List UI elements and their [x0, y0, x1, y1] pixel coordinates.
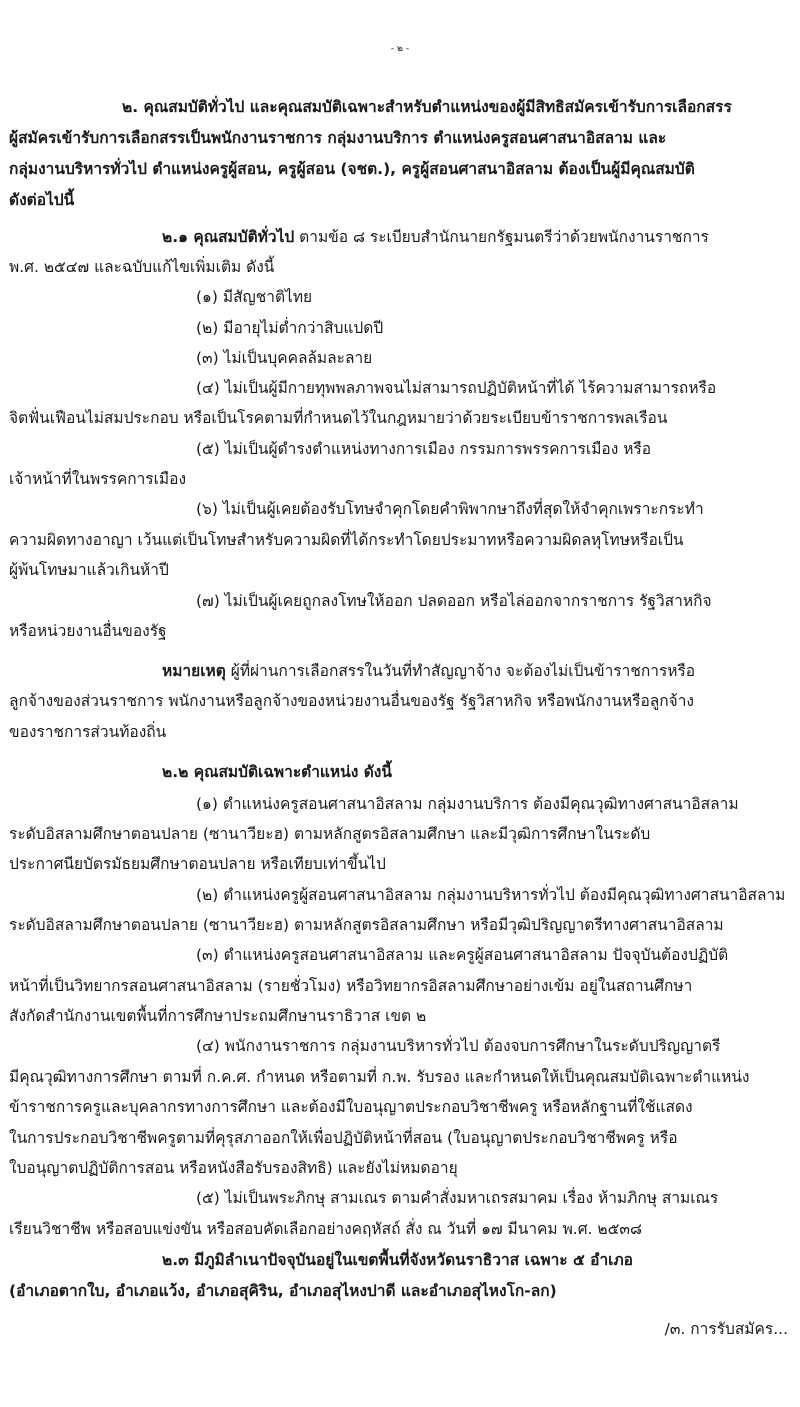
specific-1-line-1: (๑) ตำแหน่งครูสอนศาสนาอิสลาม กลุ่มงานบริการ ต้องมีคุณวุฒิทางศาสนาอิสลาม [196, 795, 739, 813]
note-line-1 [162, 660, 695, 682]
qualification-3: (๓) ไม่เป็นบุคคลล้มละลาย [196, 349, 373, 367]
qualification-1: (๑) มีสัญชาติไทย [196, 288, 313, 306]
specific-4-line-4: ในการประกอบวิชาชีพครูตามที่คุรุสภาออกให้เพื่อปฏิบัติหน้าที่สอน (ใบอนุญาตประกอบวิชาชีพครู หรือ [9, 1129, 678, 1147]
qualification-7-line-1: (๗) ไม่เป็นผู้เคยถูกลงโทษให้ออก ปลดออก หรือไล่ออกจากราชการ รัฐวิสาหกิจ [196, 592, 712, 610]
page-number: - ๒ - [390, 44, 410, 54]
section-2-2-heading: ๒.๒ คุณสมบัติเฉพาะตำแหน่ง ดังนี้ [162, 763, 392, 781]
specific-5-line-2: เรียนวิชาชีพ หรือสอบแข่งขัน หรือสอบคัดเลือกอย่างคฤหัสถ์ สั่ง ณ วันที่ ๑๗ มีนาคม พ.ศ. ๒๕๓๘ [9, 1220, 642, 1238]
qualification-4-line-2: จิตฟั่นเฟือนไม่สมประกอบ หรือเป็นโรคตามที่กำหนดไว้ในกฎหมายว่าด้วยระเบียบข้าราชการพลเรือน [9, 409, 668, 427]
note-line-2: ลูกจ้างของส่วนราชการ พนักงานหรือลูกจ้างของหน่วยงานอื่นของรัฐ รัฐวิสาหกิจ หรือพนักงานหรือลูกจ้าง [9, 692, 694, 710]
qualification-6-line-1: (๖) ไม่เป็นผู้เคยต้องรับโทษจำคุกโดยคำพิพากษาถึงที่สุดให้จำคุกเพราะกระทำ [196, 500, 704, 518]
section-2-heading-line-1: ๒. คุณสมบัติทั่วไป และคุณสมบัติเฉพาะสำหรับตำแหน่งของผู้มีสิทธิสมัครเข้ารับการเลือกสรร [122, 98, 732, 116]
section-2-1-line-2: พ.ศ. ๒๕๔๗ และฉบับแก้ไขเพิ่มเติม ดังนี้ [9, 258, 275, 276]
specific-2-line-1: (๒) ตำแหน่งครูผู้สอนศาสนาอิสลาม กลุ่มงานบริหารทั่วไป ต้องมีคุณวุฒิทางศาสนาอิสลาม [196, 886, 786, 904]
qualification-5-line-1: (๕) ไม่เป็นผู้ดำรงตำแหน่งทางการเมือง กรรมการพรรคการเมือง หรือ [196, 440, 652, 458]
section-2-3-line-1: ๒.๓ มีภูมิลำเนาปัจจุบันอยู่ในเขตพื้นที่จังหวัดนราธิวาส เฉพาะ ๕ อำเภอ [162, 1251, 633, 1269]
section-2-heading-line-4: ดังต่อไปนี้ [9, 191, 75, 209]
specific-1-line-3: ประกาศนียบัตรมัธยมศึกษาตอนปลาย หรือเทียบเท่าขึ้นไป [9, 855, 386, 873]
specific-4-line-1: (๔) พนักงานราชการ กลุ่มงานบริหารทั่วไป ต้องจบการศึกษาในระดับปริญญาตรี [196, 1037, 721, 1055]
section-2-1-heading: ๒.๑ คุณสมบัติทั่วไป [162, 228, 295, 246]
qualification-6-line-2: ความผิดทางอาญา เว้นแต่เป็นโทษสำหรับความผิดที่ได้กระทำโดยประมาทหรือความผิดลหุโทษหรือเป็น [9, 531, 684, 549]
specific-1-line-2: ระดับอิสลามศึกษาตอนปลาย (ซานาวียะฮ) ตามหลักสูตรอิสลามศึกษา และมีวุฒิการศึกษาในระดับ [9, 825, 651, 843]
qualification-6-line-3: ผู้พ้นโทษมาแล้วเกินห้าปี [9, 561, 169, 579]
specific-2-line-2: ระดับอิสลามศึกษาตอนปลาย (ซานาวียะฮ) ตามหลักสูตรอิสลามศึกษา หรือมีวุฒิปริญญาตรีทางศาสนาอิสลาม [9, 916, 724, 934]
section-2-heading-line-2: ผู้สมัครเข้ารับการเลือกสรรเป็นพนักงานราชการ กลุ่มงานบริการ ตำแหน่งครูสอนศาสนาอิสลาม และ [9, 129, 667, 147]
qualification-4-line-1: (๔) ไม่เป็นผู้มีกายทุพพลภาพจนไม่สามารถปฏิบัติหน้าที่ได้ ไร้ความสามารถหรือ [196, 379, 717, 397]
specific-3-line-1: (๓) ตำแหน่งครูสอนศาสนาอิสลาม และครูผู้สอนศาสนาอิสลาม ปัจจุบันต้องปฏิบัติ [196, 946, 729, 964]
specific-5-line-1: (๕) ไม่เป็นพระภิกษุ สามเณร ตามคำสั่งมหาเถรสมาคม เรื่อง ห้ามภิกษุ สามเณร [196, 1189, 719, 1207]
specific-4-line-5: ใบอนุญาตปฏิบัติการสอน หรือหนังสือรับรองสิทธิ) และยังไม่หมดอายุ [9, 1159, 458, 1177]
continuation-note: /๓. การรับสมัคร... [664, 1320, 788, 1338]
specific-4-line-2: มีคุณวุฒิทางการศึกษา ตามที่ ก.ค.ศ. กำหนด หรือตามที่ ก.พ. รับรอง และกำหนดให้เป็นคุณสมบัติเฉพาะตำแหน่ง [9, 1068, 750, 1086]
section-2-3-line-2: (อำเภอตากใบ, อำเภอแว้ง, อำเภอสุคิริน, อำเภอสุไหงปาดี และอำเภอสุไหงโก-ลก) [9, 1282, 557, 1300]
section-2-heading-line-3: กลุ่มงานบริหารทั่วไป ตำแหน่งครูผู้สอน, ครูผู้สอน (จชต.), ครูผู้สอนศาสนาอิสลาม ต้องเป็นผู้มีคุณสมบัติ [9, 160, 695, 178]
qualification-7-line-2: หรือหน่วยงานอื่นของรัฐ [9, 622, 167, 640]
note-label: หมายเหตุ [162, 662, 226, 680]
qualification-5-line-2: เจ้าหน้าที่ในพรรคการเมือง [9, 470, 187, 488]
section-2-1-line-1 [162, 226, 709, 248]
specific-3-line-2: หน้าที่เป็นวิทยากรสอนศาสนาอิสลาม (รายชั่วโมง) หรือวิทยากรอิสลามศึกษาอย่างเข้ม อยู่ในสถานศึกษา [9, 977, 693, 995]
section-2-1-heading-rest: ตามข้อ ๘ ระเบียบสำนักนายกรัฐมนตรีว่าด้วยพนักงานราชการ [299, 228, 709, 246]
note-text: ผู้ที่ผ่านการเลือกสรรในวันที่ทำสัญญาจ้าง จะต้องไม่เป็นข้าราชการหรือ [230, 662, 696, 680]
qualification-2: (๒) มีอายุไม่ต่ำกว่าสิบแปดปี [196, 319, 384, 337]
note-line-3: ของราชการส่วนท้องถิ่น [9, 723, 167, 741]
specific-4-line-3: ข้าราชการครูและบุคลากรทางการศึกษา และต้องมีใบอนุญาตประกอบวิชาชีพครู หรือหลักฐานที่ใช้แสดง [9, 1098, 693, 1116]
specific-3-line-3: สังกัดสำนักงานเขตพื้นที่การศึกษาประถมศึกษานราธิวาส เขต ๒ [9, 1007, 427, 1025]
